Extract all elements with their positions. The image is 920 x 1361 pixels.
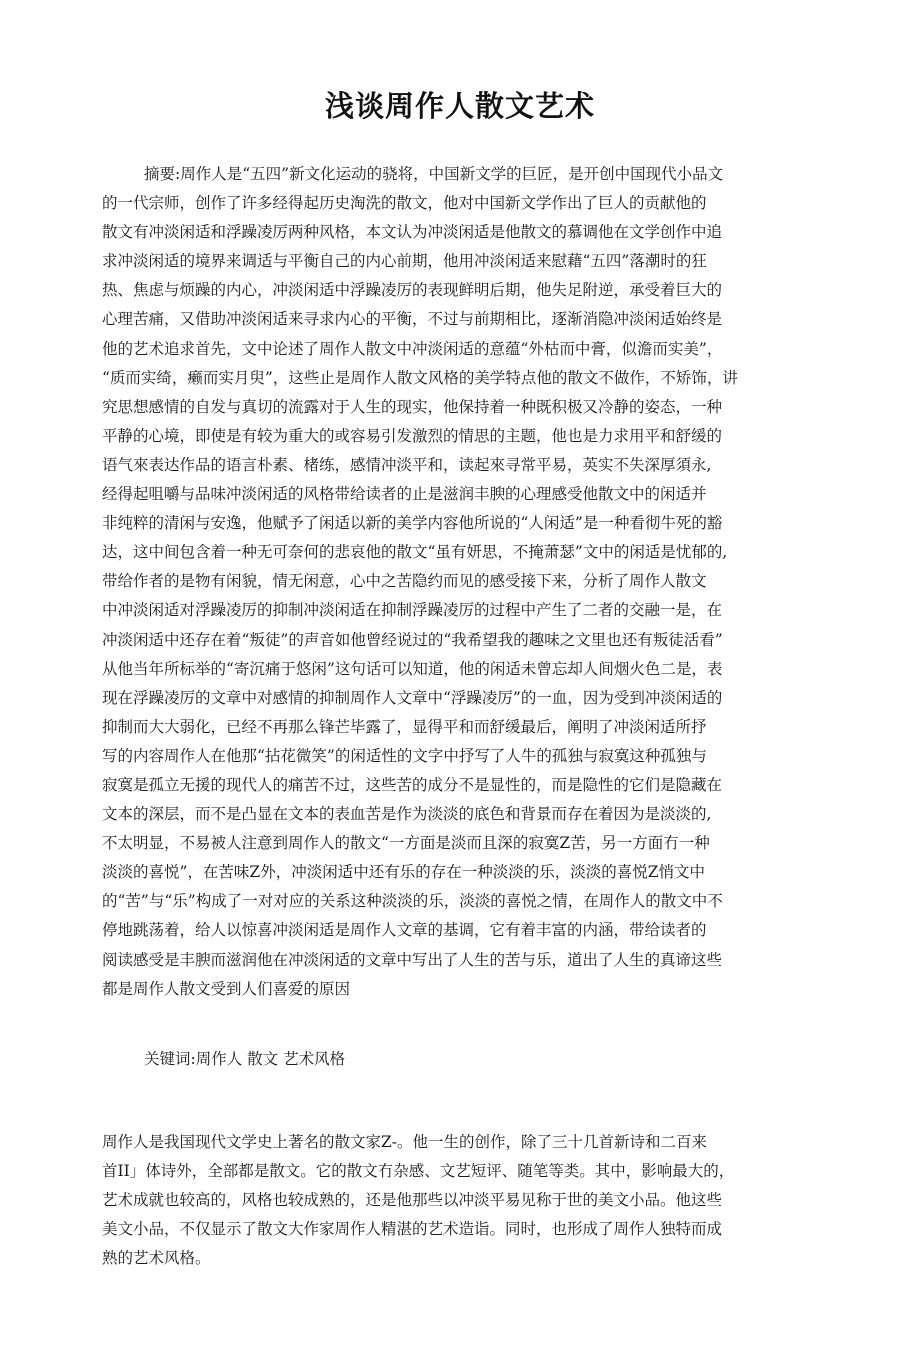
text-line: 美文小品，不仅显示了散文大作家周作人精湛的艺术造诣。同时，也形成了周作人独特而成 [102, 1220, 723, 1239]
text-line: 抑制而大大弱化，已经不再那么锋芒毕露了，显得平和而舒缓最后，阐明了冲淡闲适所抒 [102, 717, 707, 736]
text-line: 阅读感受是丰腴而滋润他在冲淡闲适的文章中写出了人生的苦与乐，道出了人生的真谛这些 [102, 950, 723, 969]
text-line: 达，这中间包含着一种无可奈何的悲哀他的散文“虽有妍思，不掩萧瑟”文中的闲适是忧郁的, [102, 543, 728, 562]
text-line: 不太明显，不易被人注意到周作人的散文“一方面是淡而且深的寂寞Z苦，另一方面冇一种 [102, 834, 710, 853]
text-line: 的“苦”与“乐”构成了一对对应的关系这种淡淡的乐，淡淡的喜悦之情，在周作人的散文中不 [102, 892, 723, 911]
text-line: 从他当年所标举的“寄沉痛于悠闲”这句话可以知道，他的闲适未曾忘却人间烟火色二是，表 [102, 659, 723, 678]
text-line: 他的艺术追求首先，文中论述了周作人散文中冲淡闲适的意蕴“外枯而中膏，似澹而实美”， [102, 339, 723, 358]
text-line: 现在浮躁凌厉的文章中对感情的抑制周作人文章中“浮躁凌厉”的一血，因为受到冲淡闲适的 [102, 688, 723, 707]
text-line: 冲淡闲适中还存在着“叛徒”的声音如他曾经说过的“我希望我的趣味之文里也还有叛徒活看” [102, 630, 723, 649]
text-line: 熟的艺术风格。 [102, 1249, 211, 1268]
text-line: 平静的心境，即使是有较为重大的或容易引发激烈的情思的主题，他也是力求用平和舒缓的 [102, 426, 723, 445]
text-line: 散文有冲淡闲适和浮躁凌厉两种风格，本文认为冲淡闲适是他散文的慕调他在文学创作中追 [102, 223, 723, 242]
text-line: 热、焦虑与烦躁的内心，冲淡闲适中浮躁凌厉的表现鲜明后期，他失足附逆，承受着巨大的 [102, 281, 723, 300]
document-title: 浅谈周作人散文艺术 [324, 89, 595, 123]
text-line: 语气來表达作品的语言朴素、楮练，感情冲淡平和，读起來寻常平易，英实不失深厚須永, [102, 455, 712, 474]
text-line: 的一代宗师，创作了许多经得起历史淘洗的散文，他对中国新文学作出了巨人的贡献他的 [102, 194, 707, 213]
text-line: 带给作者的是物有闲貌，情无闲意，心中之苦隐约而见的感受接下来，分析了周作人散文 [102, 572, 707, 591]
text-line: 淡淡的喜悦”，在苦味Z外，冲淡闲适中还有乐的存在一种淡淡的乐，淡淡的喜悦Z悄文中 [102, 863, 705, 882]
text-line: 求冲淡闲适的境界来调适与平衡自己的内心前期，他用冲淡闲适来慰藉“五四”落潮时的狂 [102, 252, 707, 271]
text-line: 写的内容周作人在他那“拈花微笑”的闲适性的文字中抒写了人牛的孤独与寂寞这种孤独与 [102, 746, 707, 765]
text-line: 文本的深层，而不是凸显在文本的表血苦是作为淡淡的底色和背景而存在着因为是淡淡的, [102, 805, 712, 824]
text-line: 心理苦痛，又借助冲淡闲适来寻求内心的平衡，不过与前期相比，逐渐消隐冲淡闲适始终是 [102, 310, 723, 329]
text-line: 首II」体诗外，全部都是散文。它的散文冇杂感、文艺短评、随笔等类。其中，影响最大的， [102, 1162, 735, 1181]
text-line: 寂寞是孤立无援的现代人的痛苦不过，这些苦的成分不是显性的，而是隐性的它们是隐藏在 [102, 775, 723, 794]
text-line: 停地跳荡着，给人以惊喜冲淡闲适是周作人文章的基调，它有着丰富的内涵，带给读者的 [102, 921, 707, 940]
keywords-line: 关键词:周作人 散文 艺术风格 [144, 1050, 346, 1068]
text-line: 非纯粹的清闲与安逸，他赋予了闲适以新的美学内容他所说的“人闲适”是一种看彻牛死的豁 [102, 514, 723, 533]
text-line: 究思想感情的自发与真切的流露对于人生的现实，他保持着一种既积极又冷静的姿态，一种 [102, 397, 723, 416]
text-line: 都是周作人散文受到人们喜爱的原因 [102, 979, 351, 998]
text-line: 摘要:周作人是“五四”新文化运动的骁将，中国新文学的巨匠，是开创中国现代小品文 [144, 165, 724, 183]
abstract-paragraph [102, 160, 802, 1004]
text-line: 经得起咀嚼与品味冲淡闲适的风格带给读者的止是滋润丰腴的心理感受他散文中的闲适并 [102, 485, 707, 504]
text-line: “质而实绮，癞而实月臾”，这些止是周作人散文风格的美学特点他的散文不做作，不矫饰，讲 [102, 368, 738, 387]
text-line: 中冲淡闲适对浮躁凌厉的抑制冲淡闲适在抑制浮躁凌厉的过程中产生了二者的交融一是，在 [102, 601, 723, 620]
body-paragraph [102, 1128, 802, 1273]
text-line: 艺术成就也较高的，风格也较成熟的，还是他那些以冲淡平易见称于世的美文小品。他这些 [102, 1191, 723, 1210]
text-line: 周作人是我国现代文学史上著名的散文家Z-。他一生的创作，除了三十几首新诗和二百来 [102, 1133, 708, 1151]
